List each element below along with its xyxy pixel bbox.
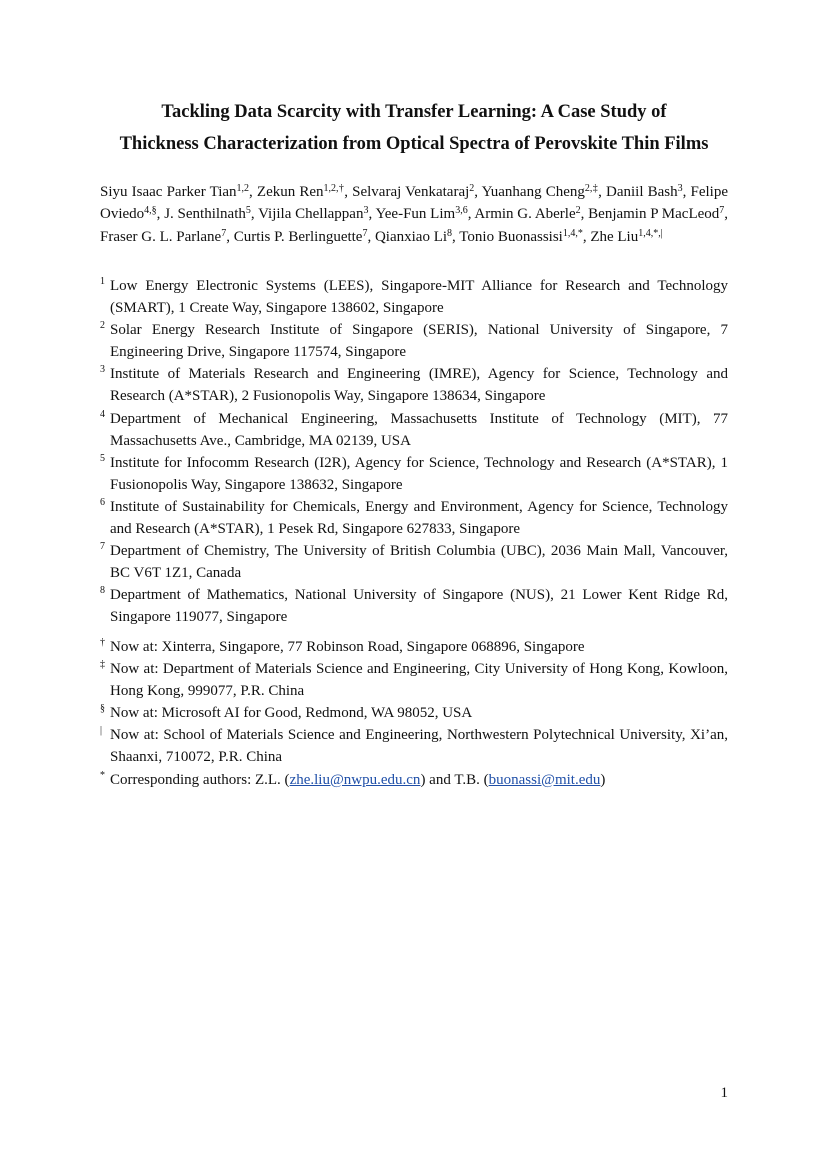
author-affiliation-marks: 2 [575, 205, 581, 217]
footnote-mark: § [100, 703, 105, 715]
footnote-item [100, 702, 728, 724]
author-name: Siyu Isaac Parker Tian [100, 184, 237, 200]
title-line-1: Tackling Data Scarcity with Transfer Learning: A Case Study of [161, 102, 667, 122]
affiliation-text: Institute for Infocomm Research (I2R), Agency for Science, Technology and Research (A*STAR), 1 Fusionopolis Way, Singapore 138632, Singapore [110, 454, 728, 493]
author-name: Benjamin P MacLeod [588, 206, 720, 223]
author-affiliation-marks: 7 [719, 205, 725, 217]
affiliation-item [100, 363, 728, 407]
author-affiliation-marks: 1,4,* [562, 227, 583, 239]
author-name: Tonio Buonassisi [459, 228, 563, 245]
author-name: Zhe Liu [590, 228, 639, 245]
email-link-liu[interactable]: zhe.liu@nwpu.edu.cn [289, 771, 421, 788]
affiliation-mark: 1 [100, 276, 105, 287]
affiliation-mark: 7 [100, 541, 105, 553]
affiliation-mark: 6 [100, 496, 105, 508]
affiliation-mark: 4 [100, 408, 105, 420]
page-number: 1 [720, 1085, 728, 1101]
author-affiliation-marks: 5 [245, 205, 251, 217]
author-name: Yuanhang Cheng [481, 184, 585, 200]
footnote-text: Now at: School of Materials Science and Engineering, Northwestern Polytechnical University, Xi’an, Shaanxi, 710072, P.R. China [110, 727, 728, 766]
author-name: Felipe Oviedo [100, 184, 729, 223]
footnote-mark: | [100, 725, 103, 737]
author-affiliation-marks: 2,‡ [584, 183, 599, 194]
author-name: Yee-Fun Lim [375, 206, 456, 223]
title-line-2: Thickness Characterization from Optical Spectra of Perovskite Thin Films [119, 134, 709, 154]
affiliation-text: Low Energy Electronic Systems (LEES), Singapore-MIT Alliance for Research and Technology (SMART), 1 Create Way, Singapore 138602, Singapore [110, 278, 728, 317]
corresponding-middle: ) and T.B. ( [420, 771, 489, 788]
author-affiliation-marks: 1,4,*,| [638, 227, 663, 239]
author-name: Fraser G. L. Parlane [100, 228, 222, 245]
affiliation-item [100, 496, 728, 540]
author-affiliation-marks: 3,6 [455, 205, 468, 217]
affiliation-item [100, 540, 728, 584]
footnote-mark: † [100, 637, 105, 648]
affiliation-mark: 3 [100, 364, 105, 376]
author-name: J. Senthilnath [164, 206, 246, 223]
affiliation-text: Institute of Sustainability for Chemicals, Energy and Environment, Agency for Science, Technology and Research (A*STAR), 1 Pesek Rd, Singapore 627833, Singapore [110, 498, 728, 538]
email-link-buonassisi[interactable]: buonassi@mit.edu [488, 771, 601, 788]
paper-title [60, 96, 768, 160]
affiliation-text: Department of Mathematics, National University of Singapore (NUS), 21 Lower Kent Ridge Rd, Singapore 119077, Singapore [110, 587, 728, 626]
footnote-item [100, 636, 728, 658]
author-affiliation-marks: 1,2,† [323, 183, 345, 194]
footnote-text: Now at: Microsoft AI for Good, Redmond, WA 98052, USA [110, 705, 473, 722]
author-name: Curtis P. Berlinguette [233, 228, 363, 245]
affiliation-item [100, 452, 728, 496]
footnote-mark: * [100, 769, 105, 781]
author-name: Armin G. Aberle [474, 206, 576, 223]
author-name: Vijila Chellappan [258, 206, 364, 223]
affiliation-item [100, 584, 728, 628]
affiliation-text: Department of Mechanical Engineering, Massachusetts Institute of Technology (MIT), 77 Massachusetts Ave., Cambridge, MA 02139, USA [110, 410, 728, 449]
corresponding-suffix: ) [600, 771, 606, 788]
affiliation-item [100, 319, 728, 363]
author-affiliation-marks: 3 [363, 205, 369, 217]
author-affiliation-marks: 7 [362, 227, 368, 239]
affiliation-item [100, 408, 728, 452]
affiliation-text: Solar Energy Research Institute of Singapore (SERIS), National University of Singapore, 7 Engineering Drive, Singapore 117574, Singapore [110, 322, 728, 361]
affiliation-list [100, 275, 728, 629]
footnote-text: Now at: Xinterra, Singapore, 77 Robinson Road, Singapore 068896, Singapore [110, 639, 585, 655]
author-name: Qianxiao Li [374, 228, 448, 245]
author-affiliation-marks: 1,2 [236, 183, 250, 194]
corresponding-authors-note [100, 769, 728, 791]
author-affiliation-marks: 8 [447, 227, 453, 239]
corresponding-prefix: Corresponding authors: Z.L. ( [110, 771, 290, 788]
footnote-list [100, 636, 728, 791]
affiliation-mark: 8 [100, 585, 105, 597]
author-affiliation-marks: 7 [221, 227, 227, 239]
author-name: Selvaraj Venkataraj [352, 184, 470, 200]
footnote-item [100, 658, 728, 702]
author-affiliation-marks: 4,§ [144, 205, 157, 217]
affiliation-text: Institute of Materials Research and Engineering (IMRE), Agency for Science, Technology and Research (A*STAR), 2 Fusionopolis Way, Singapore 138634, Singapore [110, 366, 728, 405]
affiliation-text: Department of Chemistry, The University of British Columbia (UBC), 2036 Main Mall, Vancouver, BC V6T 1Z1, Canada [110, 543, 728, 582]
affiliation-mark: 5 [100, 452, 105, 464]
author-list: Siyu Isaac Parker Tian$^{1,2}$, Zekun Ren$^{1,2,\dagger}$, Selvaraj Venkataraj$^2$, Yuanhang Cheng$^{2,\ddagger}$, Daniil Bash$^3$, Felipe Oviedo$^{4,\S}$, J. Senthilnath$^5$, Vijila Chellappan$^3$, Yee-Fun Lim$^{3,6}$, Armin G. Aberle$^2$, Benjamin P MacLeod$^7$, Fraser G. L. Parlane$^7$, Curtis P. Berlinguette$^7$, Qianxiao Li$^8$, Tonio Buonassisi$^{1,4,*}$, Zhe Liu$^{1,4,*,|}$ [100, 183, 729, 245]
footnote-mark: ‡ [100, 659, 105, 671]
footnote-text: Now at: Department of Materials Science and Engineering, City University of Hong Kong, Kowloon, Hong Kong, 999077, P.R. China [110, 661, 728, 700]
affiliation-mark: 2 [100, 320, 105, 332]
author-affiliation-marks: 3 [677, 183, 683, 194]
author-name: Zekun Ren [256, 184, 324, 200]
author-name: Daniil Bash [606, 184, 678, 200]
author-affiliation-marks: 2 [469, 183, 475, 194]
footnote-item [100, 724, 728, 768]
affiliation-item [100, 275, 728, 319]
